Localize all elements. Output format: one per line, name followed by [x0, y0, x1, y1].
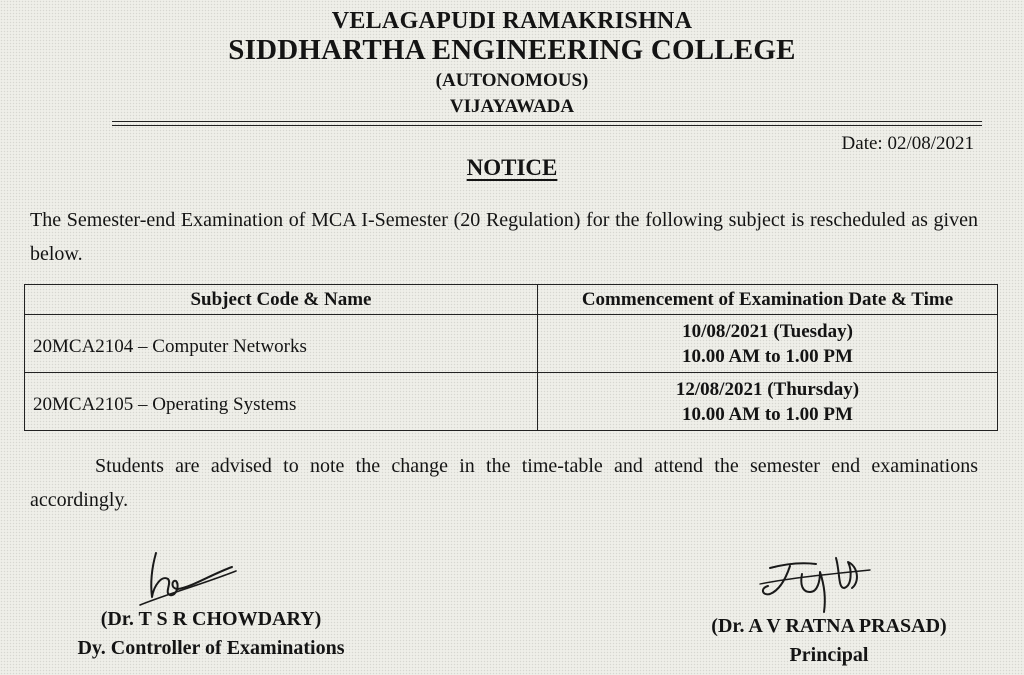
column-header-subject: Subject Code & Name — [25, 285, 538, 315]
college-city: VIJAYAWADA — [449, 96, 575, 117]
signatory-designation: Dy. Controller of Examinations — [77, 637, 345, 659]
signatory-name: (Dr. T S R CHOWDARY) — [100, 608, 322, 630]
college-name-line2: SIDDHARTHA ENGINEERING COLLEGE — [228, 34, 796, 66]
signatory-principal — [664, 612, 994, 670]
intro-paragraph: The Semester-end Examination of MCA I-Semester (20 Regulation) for the following subject is rescheduled as given below. — [30, 209, 978, 265]
schedule-table — [24, 284, 998, 431]
column-header-datetime: Commencement of Examination Date & Time — [538, 285, 998, 315]
table-row — [25, 315, 998, 373]
datetime-cell — [538, 373, 998, 431]
notice-date: Date: 02/08/2021 — [841, 133, 974, 154]
exam-time: 10.00 AM to 1.00 PM — [682, 345, 853, 367]
datetime-cell — [538, 315, 998, 373]
exam-date: 10/08/2021 (Tuesday) — [682, 320, 853, 342]
table-header-row — [25, 285, 998, 315]
notice-title: NOTICE — [466, 155, 558, 180]
college-name-line1: VELAGAPUDI RAMAKRISHNA — [331, 8, 693, 34]
subject-cell: 20MCA2104 – Computer Networks — [25, 315, 538, 373]
header-rule-bottom — [112, 125, 982, 126]
exam-time: 10.00 AM to 1.00 PM — [682, 403, 853, 425]
signature-principal — [740, 548, 910, 618]
autonomous-label: (AUTONOMOUS) — [435, 70, 589, 91]
closing-paragraph: Students are advised to note the change in the time-table and attend the semester end examinations accordingly. — [30, 455, 978, 511]
exam-date: 12/08/2021 (Thursday) — [675, 378, 860, 400]
signatory-controller — [46, 605, 376, 663]
signatory-name: (Dr. A V RATNA PRASAD) — [711, 615, 947, 637]
subject-cell: 20MCA2105 – Operating Systems — [25, 373, 538, 431]
header-rule-top — [112, 121, 982, 122]
signatory-designation: Principal — [789, 644, 869, 666]
table-row — [25, 373, 998, 431]
